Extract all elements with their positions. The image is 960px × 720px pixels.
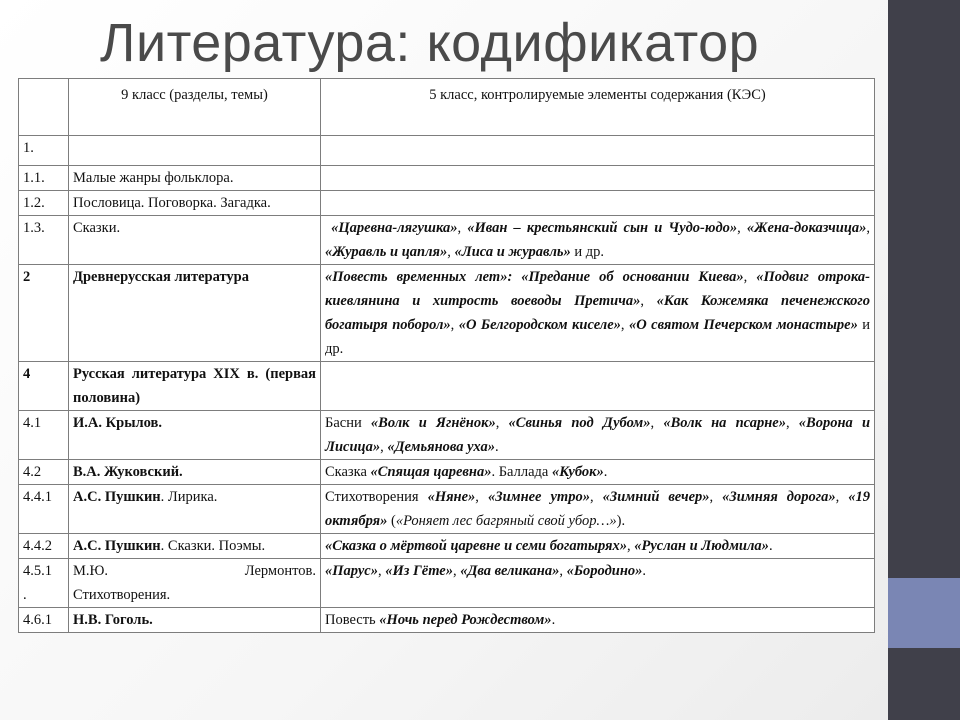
row-code: 1.1. — [19, 166, 69, 191]
row-content: Сказка «Спящая царевна». Баллада «Кубок». — [321, 460, 875, 485]
row-code: 4.4.1 — [19, 485, 69, 534]
row-topic: Русская литература XIX в. (первая половина) — [69, 362, 321, 411]
row-content — [321, 191, 875, 216]
sidebar-accent — [888, 578, 960, 648]
row-code: 1.2. — [19, 191, 69, 216]
row-content — [321, 362, 875, 411]
row-topic: М.Ю. Лермонтов. Стихотворения. — [69, 559, 321, 608]
row-code: 4.2 — [19, 460, 69, 485]
row-content: «Повесть временных лет»: «Предание об основании Киева», «Подвиг отрока-киевлянина и хитрость воеводы Претича», «Как Кожемяка печенежского богатыря поборол», «О Белгородском киселе», «О святом Печерском монастыре» и др. — [321, 265, 875, 362]
row-content: Стихотворения «Няне», «Зимнее утро», «Зимний вечер», «Зимняя дорога», «19 октября» («Роняет лес багряный свой убор…»). — [321, 485, 875, 534]
row-topic: И.А. Крылов. — [69, 411, 321, 460]
row-topic: В.А. Жуковский. — [69, 460, 321, 485]
table-row — [19, 216, 875, 265]
row-content: Повесть «Ночь перед Рождеством». — [321, 608, 875, 633]
row-code: 4.6.1 — [19, 608, 69, 633]
row-topic: Пословица. Поговорка. Загадка. — [69, 191, 321, 216]
row-content — [321, 166, 875, 191]
row-code: 4.1 — [19, 411, 69, 460]
table-row — [19, 608, 875, 633]
row-code: 4.5.1 . — [19, 559, 69, 608]
row-code: 2 — [19, 265, 69, 362]
row-content: Басни «Волк и Ягнёнок», «Свинья под Дубом», «Волк на псарне», «Ворона и Лисица», «Демьянова уха». — [321, 411, 875, 460]
codifier-table — [18, 78, 875, 633]
row-content — [321, 136, 875, 166]
row-code: 1. — [19, 136, 69, 166]
header-grade5: 5 класс, контролируемые элементы содержания (КЭС) — [321, 79, 875, 136]
table-row — [19, 559, 875, 608]
row-topic: Сказки. — [69, 216, 321, 265]
row-topic: А.С. Пушкин. Сказки. Поэмы. — [69, 534, 321, 559]
row-topic — [69, 136, 321, 166]
row-content: «Парус», «Из Гёте», «Два великана», «Бородино». — [321, 559, 875, 608]
row-content: «Сказка о мёртвой царевне и семи богатырях», «Руслан и Людмила». — [321, 534, 875, 559]
row-code: 4 — [19, 362, 69, 411]
header-code — [19, 79, 69, 136]
table-row — [19, 460, 875, 485]
table-row — [19, 191, 875, 216]
table-row — [19, 265, 875, 362]
table-row — [19, 534, 875, 559]
table-row — [19, 485, 875, 534]
table-row — [19, 362, 875, 411]
row-topic: Малые жанры фольклора. — [69, 166, 321, 191]
row-code: 1.3. — [19, 216, 69, 265]
table-row — [19, 411, 875, 460]
row-topic: Древнерусская литература — [69, 265, 321, 362]
row-code: 4.4.2 — [19, 534, 69, 559]
table-header-row — [19, 79, 875, 136]
row-content: «Царевна-лягушка», «Иван – крестьянский сын и Чудо-юдо», «Жена-доказчица», «Журавль и цапля», «Лиса и журавль» и др. — [321, 216, 875, 265]
table-row — [19, 166, 875, 191]
slide-title: Литература: кодификатор — [100, 13, 760, 73]
row-topic: Н.В. Гоголь. — [69, 608, 321, 633]
row-topic: А.С. Пушкин. Лирика. — [69, 485, 321, 534]
table-row — [19, 136, 875, 166]
header-grade9: 9 класс (разделы, темы) — [69, 79, 321, 136]
